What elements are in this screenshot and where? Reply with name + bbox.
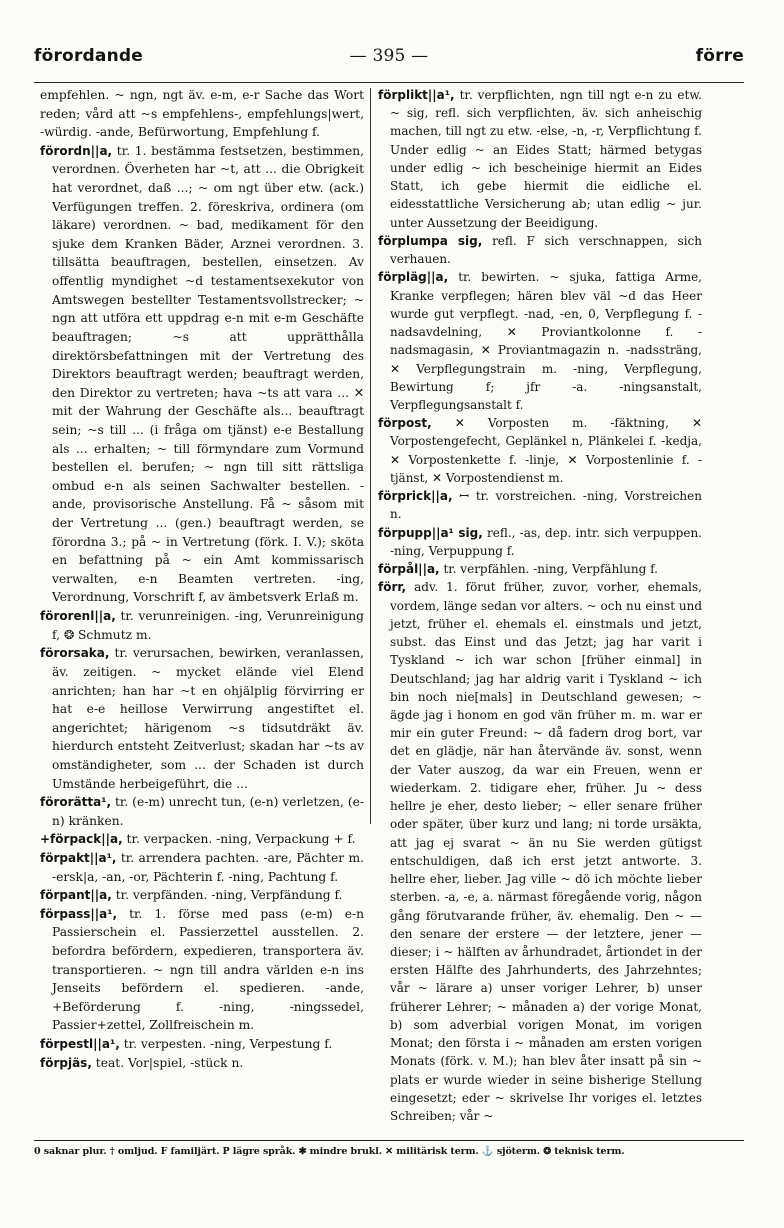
entry-text: tr. verpflichten, ngn till ngt e-n zu etw. ~ sig, refl. sich verpflichten, äv. sich anheischig machen, till ngt zu etw. -else, -n, -r, Verpflichtung f. Under edlig ~ an Eides Statt; härmed betygas under edlig ~ ich bescheinige hiermit an Eides Statt, ich gebe hiermit die eidliche el. eidesstattliche Versicherung ab; utan edlig ~ jur. unter Aussetzung der Beeidigung.	[390, 88, 702, 230]
entry-text: teat. Vor|spiel, -stück n.	[95, 1055, 244, 1070]
entry-text: tr. (e-m) unrecht tun, (e-n) verletzen, (e-n) kränken.	[52, 795, 364, 828]
entry-headword: förordn||a,	[40, 143, 113, 158]
dictionary-entry	[40, 607, 364, 644]
entry-headword: förorsaka,	[40, 646, 110, 661]
entry-headword: förpost,	[378, 416, 432, 431]
entry-text: tr. verpfählen. -ning, Verpfählung f.	[443, 562, 658, 577]
dictionary-entry	[378, 524, 702, 560]
dictionary-entry	[40, 86, 364, 142]
dictionary-entry	[40, 886, 364, 905]
dictionary-entry	[378, 560, 702, 578]
entry-headword: förpakt||a¹,	[40, 850, 117, 865]
dictionary-entry	[378, 232, 702, 268]
entry-text: tr. arrendera pachten. -are, Pächter m. -ersk|a, -an, -or, Pächterin f. -ning, Pachtung f.	[52, 850, 364, 884]
right-guide-word: förre	[695, 46, 744, 66]
dictionary-entry	[40, 849, 364, 886]
entry-text: ✕ Vorposten m. -fäktning, ✕ Vorpostengefecht, Geplänkel n, Plänkelei f. -kedja, ✕ Vorpostenkette f. -linje, ✕ Vorpostenlinie f. -tjänst, ✕ Vorpostendienst m.	[390, 416, 702, 485]
dictionary-entry	[378, 578, 702, 1125]
entry-headword: förpupp||a¹ sig,	[378, 525, 483, 540]
entry-headword: förpål||a,	[378, 562, 440, 577]
dictionary-entry	[40, 905, 364, 1035]
entry-text: refl. F sich verschnappen, sich verhauen.	[390, 233, 702, 267]
entry-headword: förplikt||a¹,	[378, 88, 455, 102]
dictionary-entry	[40, 793, 364, 830]
entry-text: empfehlen. ~ ngn, ngt äv. e-m, e-r Sache das Wort reden; vård att ~s empfehlens-, empfehlungs|wert, -würdig. -ande, Befürwortung, Empfehlung f.	[40, 88, 364, 140]
entry-text: tr. verursachen, bewirken, veranlassen, äv. zeitigen. ~ mycket elände viel Elend anrichten; han har ~t en ohjälplig förvirring er hat e-e heillose Verwirrung angestiftet el. angerichtet; härigenom ~s tidsutdräkt äv. hierdurch entsteht Zeitverlust; skadan har ~ts av omständigheter, som ... der Schaden ist durch Umstände herbeigeführt, die ...	[52, 646, 364, 791]
left-guide-word: förordande	[34, 46, 143, 66]
page-number: — 395 —	[349, 46, 429, 66]
right-column	[378, 86, 702, 1126]
entry-text: refl., -as, dep. intr. sich verpuppen. -ning, Verpuppung f.	[390, 525, 702, 558]
entry-text: adv. 1. förut früher, zuvor, vorher, ehemals, vordem, länge sedan vor alters. ~ och nu einst und jetzt, früher el. ehemals el. einstmals und jetzt, subst. das Einst und das Jetzt; jag har varit i Tyskland ~ ich war schon [früher einmal] in Deutschland; jag har aldrig varit i Tyskland ~ ich bin noch nie[mals] in Deutschland gewesen; ~ ägde jag i honom en god vän früher m. m. war er mir ein guter Freund: ~ då fadern drog bort, var det en glädje, när han återvände äv. sonst, wenn der Vater auszog, da war ein Freuen, wenn er wiederkam. 2. tidigare eher, früher. Ju ~ dess hellre je eher, desto lieber; ~ eller senare früher oder später, über kurz und lang; ni torde ursäkta, att jag ej svarat ~ än nu Sie werden gütigst entschuldigen, daß ich erst jetzt antworte. 3. hellre eher, lieber. Jag ville ~ dö ich möchte lieber sterben. -a, -e, a. närmast föregående vorig, någon gång förutvarande früher, äv. ehemalig. Den ~ — den senare der erstere — der letztere, jener — dieser; i ~ hälften av århundradet, årtiondet in der ersten Hälfte des Jahrhunderts, des Jahrzehntes; vår ~ lärare a) unser voriger Lehrer, b) unser früherer Lehrer; ~ månaden a) der vorige Monat, b) som adverbial vorigen Monat, im vorigen Monat; den första i ~ månaden am ersten vorigen Monats (förk. v. M.); han blev åter insatt på sin ~ plats er wurde wieder in seine bisherige Stellung eingesetzt; eder ~ skrivelse Ihr voriges el. letztes Schreiben; vår ~	[390, 580, 702, 1124]
entry-headword: förpläg||a,	[378, 270, 449, 285]
column-divider	[370, 88, 371, 824]
entry-headword: förorätta¹,	[40, 795, 112, 810]
dictionary-entry	[378, 414, 702, 487]
entry-text: tr. verpesten. -ning, Verpestung f.	[123, 1037, 333, 1052]
dictionary-entry	[378, 268, 702, 414]
entry-text: tr. verpfänden. -ning, Verpfändung f.	[115, 888, 343, 903]
dictionary-entry	[40, 644, 364, 793]
entry-text: tr. bewirten. ~ sjuka, fattiga Arme, Kranke verpflegen; hären blev väl ~d das Heer wurde gut verpflegt. -nad, -en, 0, Verpflegung f. -nadsavdelning, ✕ Proviantkolonne f. -nadsmagasin, ✕ Proviantmagazin n. -nadssträng, ✕ Verpflegungstrain m. -ning, Verpflegung, Bewirtung f; jfr -a. -ningsanstalt, Verpflegungsanstalt f.	[390, 270, 702, 412]
header-rule	[34, 82, 744, 83]
dictionary-entry	[40, 830, 364, 849]
entry-headword: förpjäs,	[40, 1055, 92, 1070]
entry-headword: +förpack||a,	[40, 832, 123, 847]
dictionary-entry	[40, 1035, 364, 1054]
entry-text: tr. verunreinigen. -ing, Verunreinigung f, ❂ Schmutz m.	[52, 609, 364, 642]
entry-headword: förorenl||a,	[40, 609, 116, 624]
entry-headword: förpant||a,	[40, 888, 112, 903]
entry-text: tr. verpacken. -ning, Verpackung + f.	[126, 832, 356, 847]
entry-headword: förr,	[378, 580, 407, 595]
entry-headword: förprick||a,	[378, 489, 453, 504]
dictionary-entry	[378, 487, 702, 523]
footer-rule	[34, 1140, 744, 1141]
entry-headword: förpass||a¹,	[40, 906, 118, 921]
entry-text: tr. 1. förse med pass (e-m) e-n Passierschein el. Passierzettel ausstellen. 2. befordra befördern, expedieren, transportera äv. transportieren. ~ ngn till andra världen e-n ins Jenseits befördern el. spedieren. -ande, +Beförderung f. -ning, -ningssedel, Passier+zettel, Zollfreischein m.	[52, 906, 364, 1033]
abbreviation-legend: 0 saknar plur. † omljud. F familjärt. P lägre språk. ✱ mindre brukl. ✕ militärisk term. ⚓ sjöterm. ❂ teknisk term.	[34, 1146, 625, 1157]
entry-text: tr. 1. bestämma festsetzen, bestimmen, verordnen. Överheten har ~t, att ... die Obrigkeit hat verordnet, daß ...; ~ om ngt über etw. (ack.) Verfügungen treffen. 2. föreskriva, ordinera (om läkare) verordnen. ~ bad, medikament för den sjuke dem Kranken Bäder, Arznei verordnen. 3. tillsätta beauftragen, bestellen, einsetzen. Av offentlig myndighet ~d testamentsexekutor von Amtswegen bestellter Testamentsvollstrecker; ~ ngn att utföra ett uppdrag e-n mit e-m Geschäfte beauftragen; ~s att upprätthålla direktörsbefattningen mit der Vertretung des Direktors beauftragt werden; beauftragt werden, den Direktor zu vertreten; hava ~ts att vara ... ✕ mit der Wahrung der Geschäfte als... beauftragt sein; ~s till ... (i fråga om tjänst) e-e Bestallung als ... erhalten; ~ till förmyndare zum Vormund bestellen el. berufen; ~ ngn till sitt rättsliga ombud e-n als seinen Sachwalter bestellen. -ande, provisorische Anstellung. Få ~ såsom mit der Vertretung ... (gen.) beauftragt werden, se förordna 3.; på ~ in Vertretung (förk. I. V.); sköta en befattning på ~ ein Amt kommissarisch verwalten, e-n Beamten vertreten. -ing, Verordnung, Vorschrift f, av ämbetsverk Erlaß m.	[52, 143, 364, 605]
dictionary-entry	[40, 1054, 364, 1073]
entry-text: ꟷ tr. vorstreichen. -ning, Vorstreichen n.	[390, 489, 702, 522]
entry-headword: förplumpa sig,	[378, 233, 483, 248]
running-head	[34, 46, 744, 76]
dictionary-entry	[40, 142, 364, 607]
left-column	[40, 86, 364, 1126]
entry-headword: förpestl||a¹,	[40, 1037, 120, 1052]
dictionary-entry	[378, 86, 702, 232]
